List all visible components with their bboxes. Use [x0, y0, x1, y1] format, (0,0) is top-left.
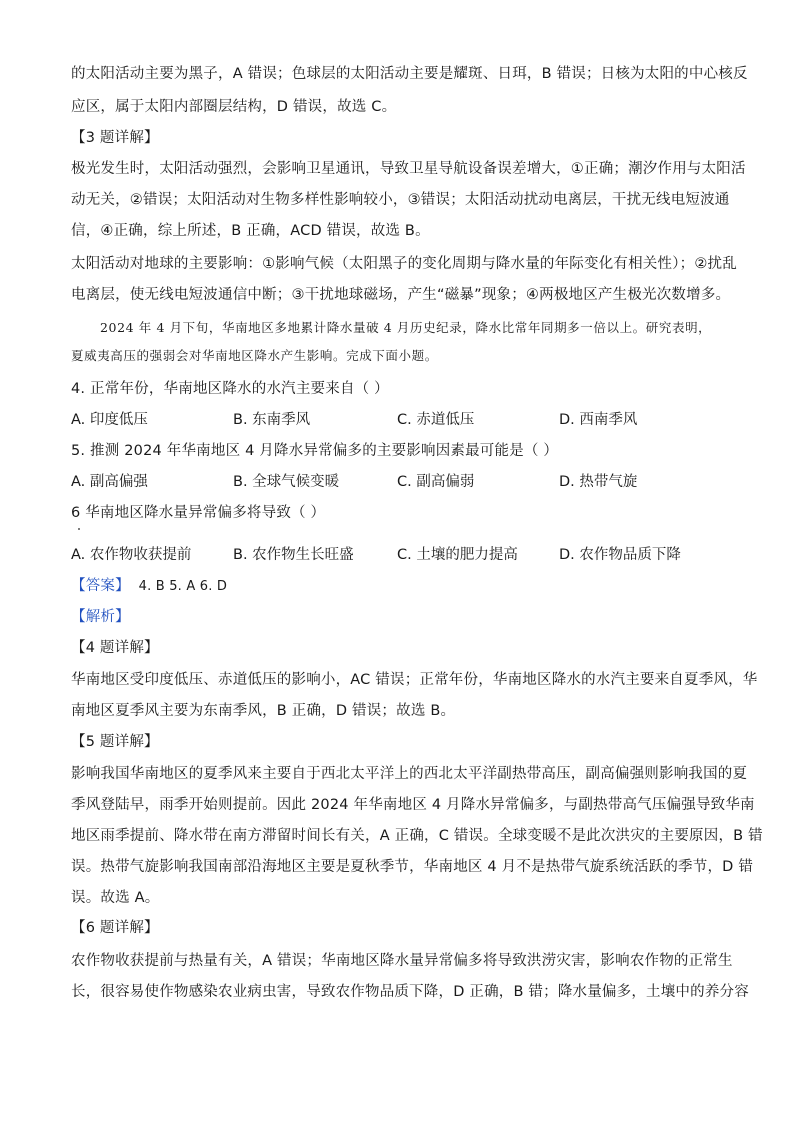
section-heading-q3: 【3 题详解】 [71, 130, 159, 146]
answer-text: 4. B 5. A 6. D [138, 579, 228, 594]
text-line: 信，④正确，综上所述，B 正确，ACD 错误，故选 B。 [71, 223, 430, 239]
question-4-stem: 4. 正常年份，华南地区降水的水汽主要来自（ ） [71, 381, 389, 397]
question-6-stem: 6 华南地区降水量异常偏多将导致（ ） [71, 505, 326, 521]
answer-line [71, 576, 731, 597]
text-line: 季风登陆早，雨季开始则提前。因此 2024 年华南地区 4 月降水异常偏多，与副热带高气压偏强导致华南 [71, 797, 755, 813]
text-line: 电离层，使无线电短波通信中断；③干扰地球磁场，产生“磁暴”现象；④两极地区产生极光次数增多。 [71, 287, 731, 303]
option-a: A. 印度低压 [71, 412, 148, 428]
text-line: 误。故选 A。 [71, 890, 160, 906]
option-b: B. 东南季风 [233, 412, 311, 428]
analysis-tag: 【解析】 [71, 609, 130, 625]
text-line: 影响我国华南地区的夏季风来主要自于西北太平洋上的西北太平洋副热带高压，副高偏强则影响我国的夏 [71, 766, 748, 782]
question-5-stem: 5. 推测 2024 年华南地区 4 月降水异常偏多的主要影响因素最可能是（ ） [71, 443, 559, 459]
text-line: 华南地区受印度低压、赤道低压的影响小，AC 错误；正常年份，华南地区降水的水汽主要来自夏季风，华 [71, 672, 758, 688]
option-c: C. 副高偏弱 [397, 474, 475, 490]
option-c: C. 土壤的肥力提高 [397, 547, 518, 563]
text-line: 的太阳活动主要为黑子，A 错误；色球层的太阳活动主要是耀斑、日珥，B 错误；日核为太阳的中心核反 [71, 66, 748, 82]
option-b: B. 全球气候变暖 [233, 474, 340, 490]
text-line: 极光发生时，太阳活动强烈，会影响卫星通讯，导致卫星导航设备误差增大，①正确；潮汐作用与太阳活 [71, 161, 746, 177]
option-d: D. 西南季风 [559, 412, 638, 428]
text-line: 应区，属于太阳内部圈层结构，D 错误，故选 C。 [71, 99, 397, 115]
section-heading-q5: 【5 题详解】 [71, 734, 159, 750]
passage-line: 夏威夷高压的强弱会对华南地区降水产生影响。完成下面小题。 [71, 348, 438, 363]
section-heading-q6: 【6 题详解】 [71, 920, 159, 936]
text-line: 农作物收获提前与热量有关，A 错误；华南地区降水量异常偏多将导致洪涝灾害，影响农作物的正常生 [71, 953, 733, 969]
stray-dot [78, 528, 80, 530]
option-a: A. 副高偏强 [71, 474, 148, 490]
text-line: 动无关，②错误；太阳活动对生物多样性影响较小，③错误；太阳活动扰动电离层，干扰无线电短波通 [71, 192, 730, 208]
question-4-options [71, 410, 731, 430]
text-line: 长，很容易使作物感染农业病虫害，导致农作物品质下降，D 正确，B 错；降水量偏多，土壤中的养分容 [71, 984, 749, 1000]
section-heading-q4: 【4 题详解】 [71, 640, 159, 656]
option-d: D. 热带气旋 [559, 474, 638, 490]
text-line: 太阳活动对地球的主要影响：①影响气候（太阳黑子的变化周期与降水量的年际变化有相关性）；②扰乱 [71, 256, 737, 272]
option-d: D. 农作物品质下降 [559, 547, 681, 563]
text-line: 误。热带气旋影响我国南部沿海地区主要是夏秋季节，华南地区 4 月不是热带气旋系统活跃的季节，D 错 [71, 859, 754, 875]
answer-tag: 【答案】 [71, 578, 130, 594]
text-line: 地区雨季提前、降水带在南方滞留时间长有关，A 正确，C 错误。全球变暖不是此次洪灾的主要原因，B 错 [71, 828, 763, 844]
text-line: 南地区夏季风主要为东南季风，B 正确，D 错误；故选 B。 [71, 703, 456, 719]
option-c: C. 赤道低压 [397, 412, 475, 428]
question-6-options [71, 545, 731, 565]
option-b: B. 农作物生长旺盛 [233, 547, 354, 563]
question-5-options [71, 472, 731, 492]
option-a: A. 农作物收获提前 [71, 547, 192, 563]
passage-line: 2024 年 4 月下旬，华南地区多地累计降水量破 4 月历史纪录，降水比常年同期多一倍以上。研究表明， [100, 320, 712, 335]
